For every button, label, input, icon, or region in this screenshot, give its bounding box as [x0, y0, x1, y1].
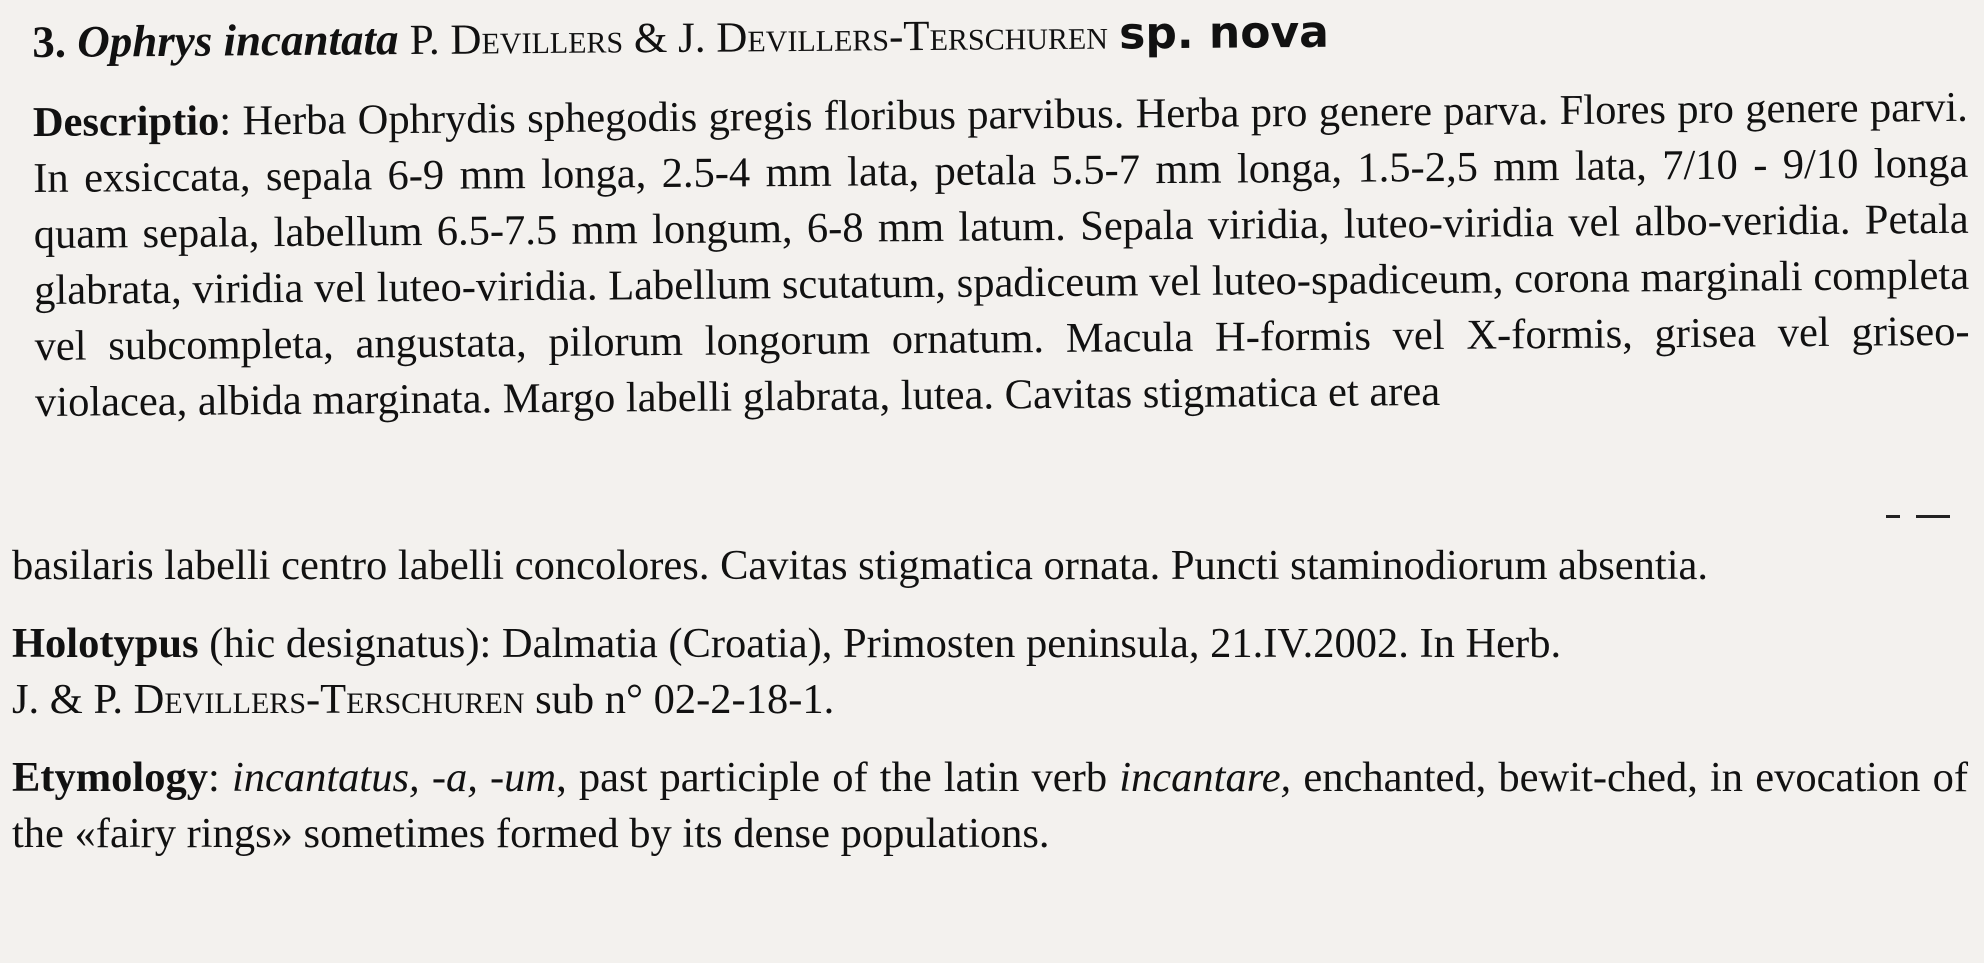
holotype-prefix: J. & P.	[12, 676, 134, 723]
lower-section	[12, 538, 1968, 862]
species-number: 3.	[32, 16, 67, 67]
etymology-text-end: enchanted, bewit-ched, in evocation of the «fairy rings» sometimes formed by its dense populations.	[12, 754, 1969, 857]
etymology-label: Etymology	[12, 754, 208, 801]
holotype-label: Holotypus	[12, 620, 199, 667]
species-name: Ophrys incantata	[77, 14, 399, 67]
holotype-text: (hic designatus): Dalmatia (Croatia), Primosten peninsula, 21.IV.2002. In Herb.	[209, 620, 1562, 667]
description-label: Descriptio	[32, 97, 220, 146]
page-edge-mark	[1886, 515, 1956, 519]
species-authors: P. Devillers & J. Devillers-Terschuren	[409, 11, 1109, 65]
holotype-number: sub n° 02-2-18-1.	[524, 676, 835, 723]
description-paragraph: Descriptio: Herba Ophrydis sphegodis gregis floribus parvibus. Herba pro genere parva. Flores pro genere parvi. In exsiccata, sepala 6-9 mm longa, 2.5-4 mm lata, petala 5.5-7 mm longa, 1.5-2,5 mm lata, 7/10 - 9/10 longa quam sepala, labellum 6.5-7.5 mm longum, 6-8 mm latum. Sepala viridia, luteo-viridia vel albo-veridia. Petala glabrata, viridia vel luteo-viridia. Labellum scutatum, spadiceum vel luteo-spadiceum, corona marginali completa vel subcompleta, angustata, pilorum longorum ornatum. Macula H-formis vel X-formis, grisea vel griseo-violacea, albida marginata. Margo labelli glabrata, lutea. Cavitas stigmatica et area	[32, 83, 1970, 426]
holotype-herbarium: Devillers-Terschuren	[133, 676, 525, 723]
etymology-text-mid: , past participle of the latin verb	[556, 754, 1120, 801]
etymology-word: incantatus, -a, -um	[231, 754, 557, 801]
etymology-paragraph: Etymology: incantatus, -a, -um, past participle of the latin verb incantare, enchanted, bewit-ched, in evocation of the «fairy rings» sometimes formed by its dense populations.	[12, 754, 1969, 857]
etymology-verb: incantare,	[1119, 754, 1292, 801]
description-continuation	[12, 538, 1968, 594]
species-status: sp. nova	[1118, 6, 1330, 60]
holotype-paragraph	[12, 616, 1968, 728]
species-heading	[32, 0, 1967, 71]
description-text-lower: basilaris labelli centro labelli concolores. Cavitas stigmatica ornata. Puncti staminodiorum absentia.	[12, 542, 1708, 589]
upper-section	[32, 0, 1970, 431]
description-text-upper: Herba Ophrydis sphegodis gregis floribus parvibus. Herba pro genere parva. Flores pro genere parvi. In exsiccata, sepala 6-9 mm longa, 2.5-4 mm lata, petala 5.5-7 mm longa, 1.5-2,5 mm lata, 7/10 - 9/10 longa quam sepala, labellum 6.5-7.5 mm longum, 6-8 mm latum. Sepala viridia, luteo-viridia vel albo-veridia. Petala glabrata, viridia vel luteo-viridia. Labellum scutatum, spadiceum vel luteo-spadiceum, corona marginali completa vel subcompleta, angustata, pilorum longorum ornatum. Macula H-formis vel X-formis, grisea vel griseo-violacea, albida marginata. Margo labelli glabrata, lutea. Cavitas stigmatica et area	[33, 83, 1970, 426]
